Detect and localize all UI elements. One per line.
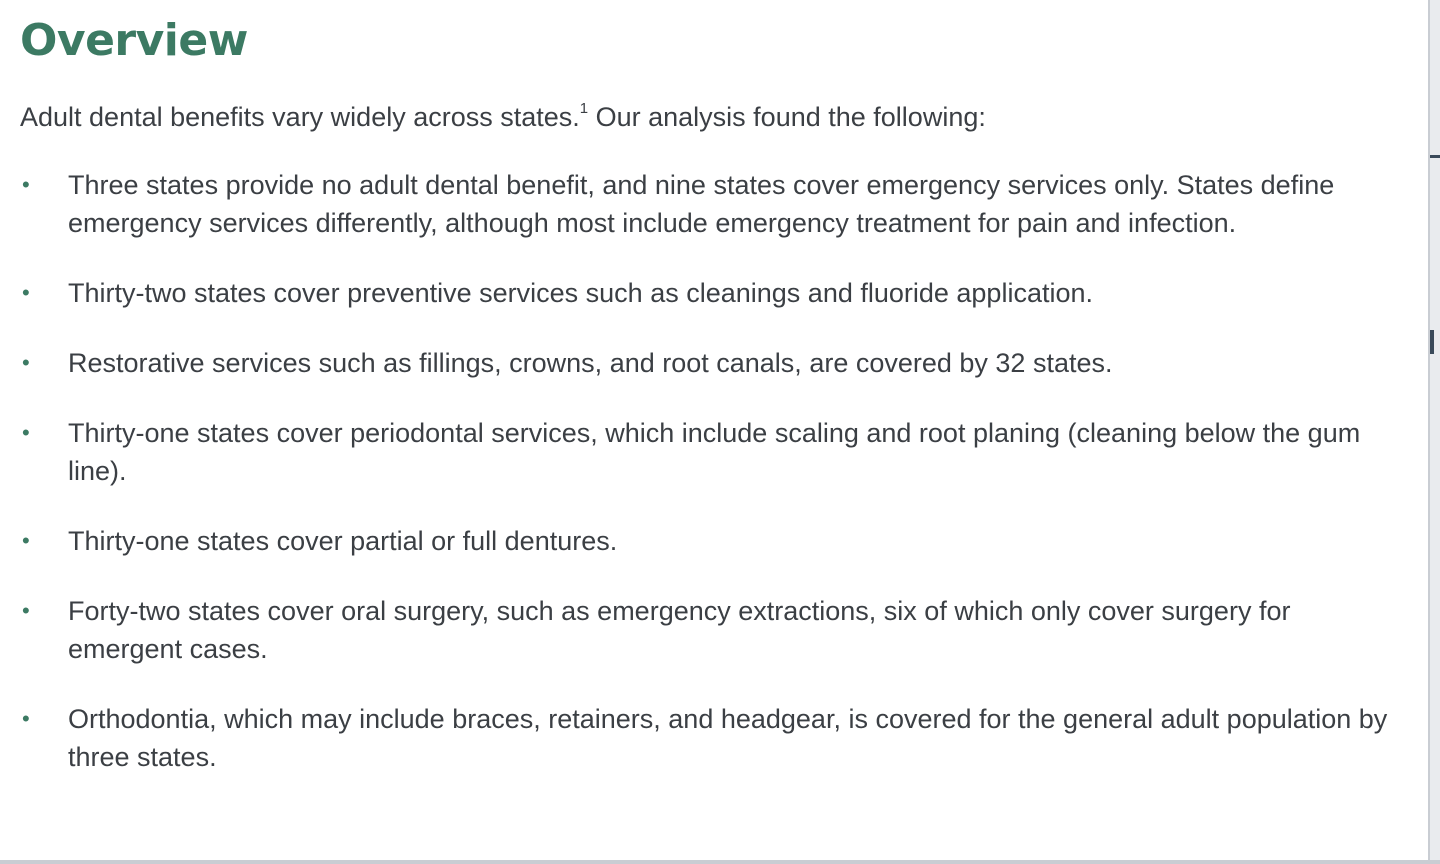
- bullet-icon: •: [22, 172, 30, 197]
- document-content: [20, 12, 1400, 808]
- window-right-edge: [1428, 0, 1440, 864]
- bullet-icon: •: [22, 528, 30, 553]
- section-heading: Overview: [20, 15, 248, 66]
- list-item-text: Three states provide no adult dental benefit, and nine states cover emergency services only. States define emergency services differently, although most include emergency treatment for pain and infection.: [68, 170, 1335, 238]
- footnote-marker[interactable]: 1: [579, 100, 589, 117]
- list-item-text: Orthodontia, which may include braces, retainers, and headgear, is covered for the general adult population by three states.: [68, 704, 1388, 772]
- list-item-text: Thirty-two states cover preventive services such as cleanings and fluoride application.: [68, 278, 1093, 308]
- edge-marker: [1430, 155, 1440, 158]
- findings-list: [20, 166, 1400, 776]
- bullet-icon: •: [22, 280, 30, 305]
- edge-marker: [1430, 330, 1434, 354]
- intro-text-continued: Our analysis found the following:: [588, 102, 986, 132]
- bullet-icon: •: [22, 598, 30, 623]
- list-item: [20, 344, 1400, 382]
- intro-text: Adult dental benefits vary widely across states.: [20, 102, 580, 132]
- list-item: [20, 166, 1400, 242]
- list-item: [20, 700, 1400, 776]
- list-item-text: Forty-two states cover oral surgery, such as emergency extractions, six of which only cover surgery for emergent cases.: [68, 596, 1291, 664]
- list-item: [20, 592, 1400, 668]
- list-item-text: Thirty-one states cover partial or full dentures.: [68, 526, 618, 556]
- bullet-icon: •: [22, 420, 30, 445]
- intro-paragraph: [20, 98, 1400, 136]
- bullet-icon: •: [22, 706, 30, 731]
- list-item: [20, 522, 1400, 560]
- list-item: [20, 274, 1400, 312]
- bullet-icon: •: [22, 350, 30, 375]
- list-item: [20, 414, 1400, 490]
- window-bottom-edge: [0, 860, 1440, 864]
- list-item-text: Restorative services such as fillings, crowns, and root canals, are covered by 32 states.: [68, 348, 1113, 378]
- list-item-text: Thirty-one states cover periodontal services, which include scaling and root planing (cleaning below the gum line).: [68, 418, 1361, 486]
